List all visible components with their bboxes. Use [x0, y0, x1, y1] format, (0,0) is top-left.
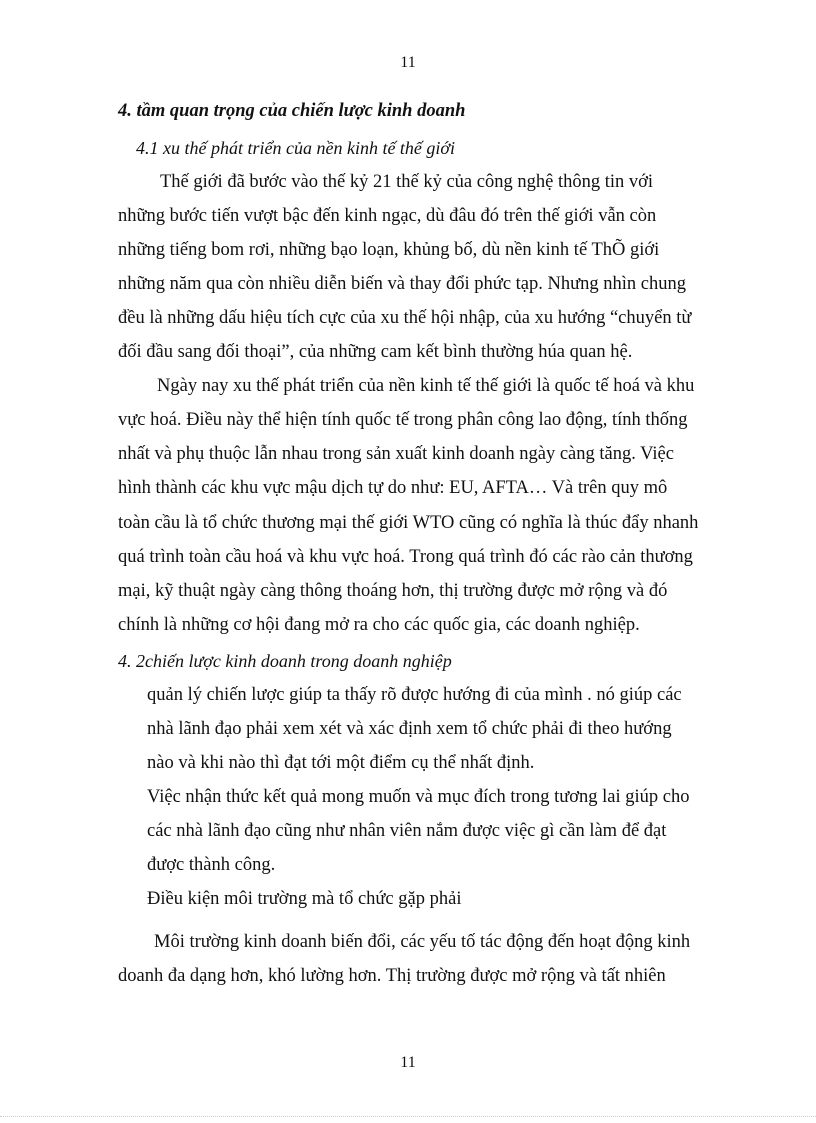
paragraph-line: hình thành các khu vực mậu dịch tự do như: EU, AFTA… Và trên quy mô [118, 478, 668, 498]
paragraph-line: Việc nhận thức kết quả mong muốn và mục đích trong tương lai giúp cho [147, 787, 690, 807]
paragraph-line: những bước tiến vượt bậc đến kinh ngạc, dù đâu đó trên thế giới vẫn còn [118, 206, 657, 226]
paragraph-line: nhất và phụ thuộc lẫn nhau trong sản xuất kinh doanh ngày càng tăng. Việc [118, 444, 674, 464]
paragraph-line: đối đầu sang đối thoại”, của những cam kết bình thường húa quan hệ. [118, 342, 633, 362]
paragraph-line: được thành công. [147, 855, 276, 875]
paragraph-line: nào và khi nào thì đạt tới một điểm cụ thể nhất định. [147, 753, 535, 773]
paragraph-line: vực hoá. Điều này thể hiện tính quốc tế trong phân công lao động, tính thống [118, 410, 688, 430]
paragraph-line: nhà lãnh đạo phải xem xét và xác định xem tổ chức phải đi theo hướng [147, 719, 672, 739]
section-title: 4. tầm quan trọng của chiến lược kinh doanh [118, 101, 466, 121]
paragraph-line: Thế giới đã bước vào thế kỷ 21 thế kỷ của công nghệ thông tin với [160, 172, 654, 192]
paragraph-line: các nhà lãnh đạo cũng như nhân viên nắm được việc gì cần làm để đạt [147, 821, 667, 841]
paragraph-line: Môi trường kinh doanh biến đổi, các yếu tố tác động đến hoạt động kinh [154, 932, 691, 952]
paragraph-line: toàn cầu là tổ chức thương mại thế giới WTO cũng có nghĩa là thúc đẩy nhanh [118, 513, 699, 533]
subsection-title-4-1: 4.1 xu thế phát triển của nền kinh tế thế giới [136, 138, 456, 158]
paragraph-line: Ngày nay xu thế phát triển của nền kinh tế thế giới là quốc tế hoá và khu [157, 376, 695, 396]
paragraph-line: quản lý chiến lược giúp ta thấy rõ được hướng đi của mình . nó giúp các [147, 685, 682, 705]
page-bottom-divider [0, 1116, 816, 1117]
subsection-title-4-2: 4. 2chiến lược kinh doanh trong doanh nghiệp [118, 651, 452, 671]
paragraph-line: đều là những dấu hiệu tích cực của xu thế hội nhập, của xu hướng “chuyển từ [118, 308, 692, 328]
paragraph-line: những năm qua còn nhiều diễn biến và thay đổi phức tạp. Nhưng nhìn chung [118, 274, 687, 294]
page-number-top: 11 [400, 54, 416, 71]
paragraph-line: chính là những cơ hội đang mở ra cho các quốc gia, các doanh nghiệp. [118, 615, 640, 635]
page-number-bottom: 11 [400, 1054, 416, 1071]
paragraph-line: mại, kỹ thuật ngày càng thông thoáng hơn, thị trường được mở rộng và đó [118, 581, 668, 601]
paragraph-line: Điều kiện môi trường mà tổ chức gặp phải [147, 889, 462, 909]
paragraph-line: những tiếng bom rơi, những bạo loạn, khủng bố, dù nền kinh tế ThÕ giới [118, 240, 660, 260]
paragraph-line: doanh đa dạng hơn, khó lường hơn. Thị trường được mở rộng và tất nhiên [118, 966, 666, 986]
paragraph-line: quá trình toàn cầu hoá và khu vực hoá. Trong quá trình đó các rào cản thương [118, 547, 693, 567]
